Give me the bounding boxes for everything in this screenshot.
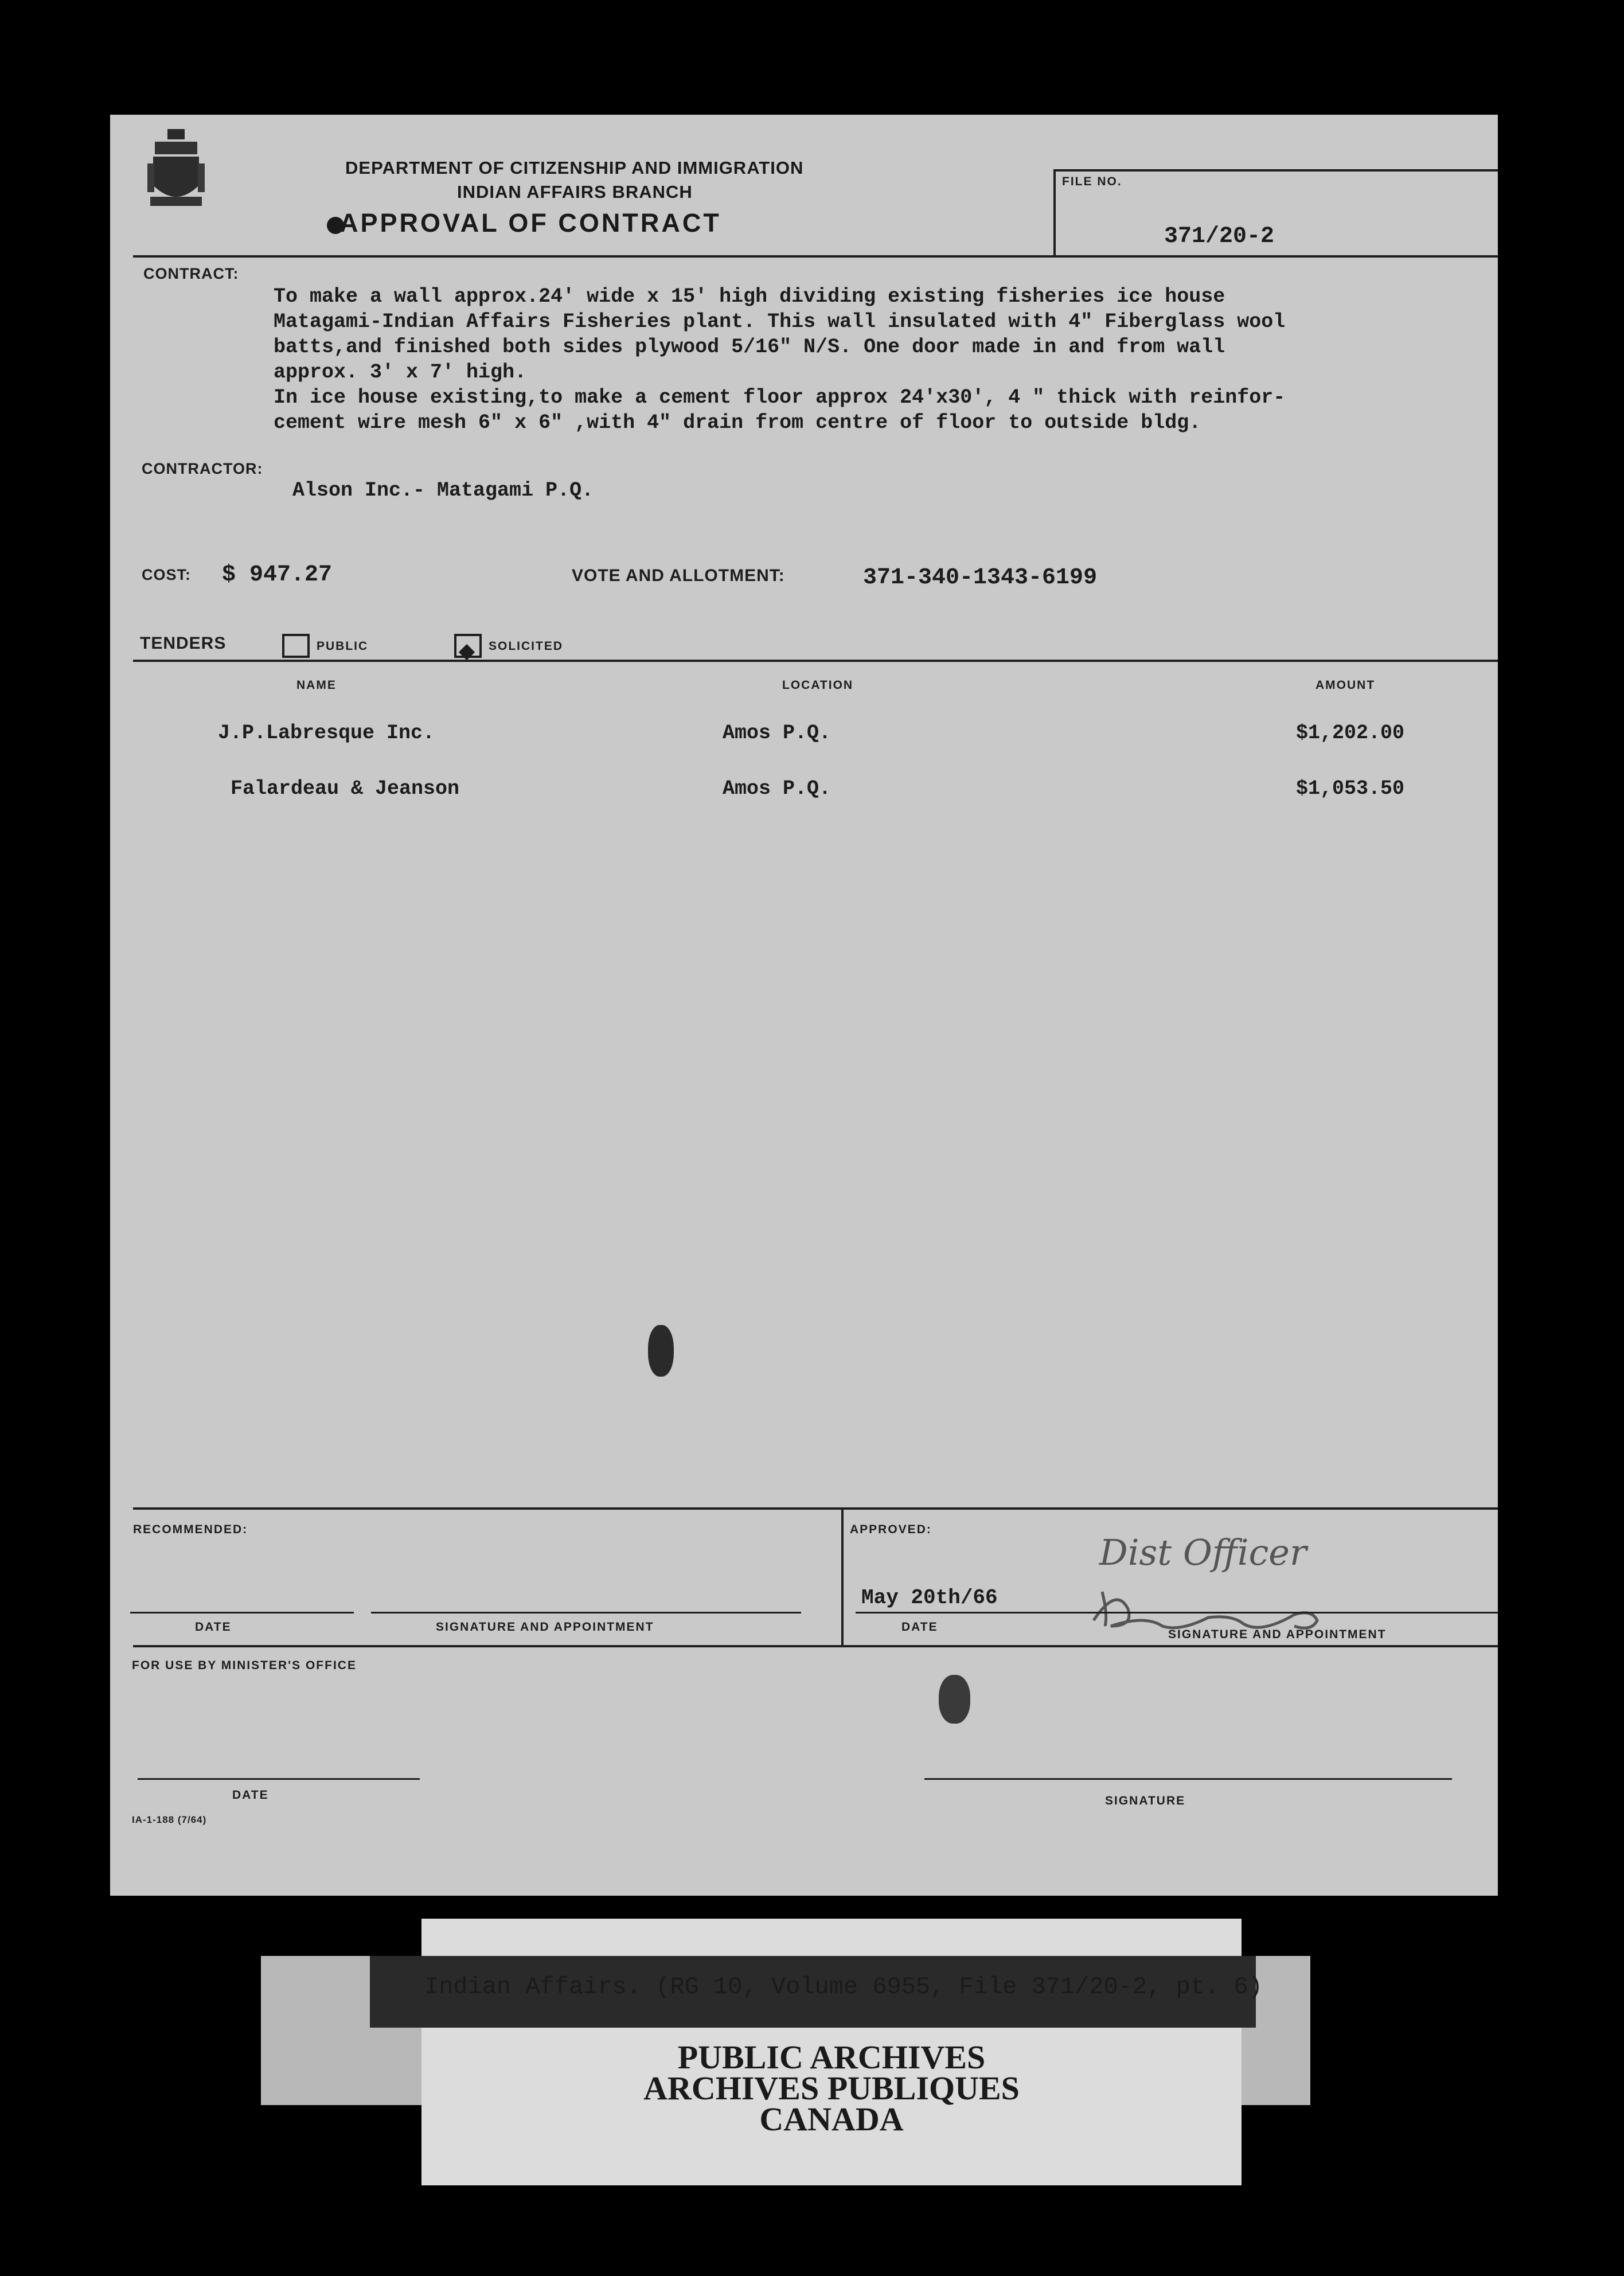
tenders-label: TENDERS bbox=[140, 634, 227, 653]
branch-title: INDIAN AFFAIRS BRANCH bbox=[457, 182, 693, 202]
check-mark-icon bbox=[459, 644, 475, 660]
contract-line: approx. 3' x 7' high. bbox=[274, 361, 527, 384]
column-header-amount: AMOUNT bbox=[1315, 679, 1376, 692]
form-code: IA-1-188 (7/64) bbox=[132, 1814, 207, 1825]
vote-label: VOTE AND ALLOTMENT: bbox=[572, 566, 785, 585]
ink-stain-icon bbox=[648, 1325, 674, 1377]
contract-line: To make a wall approx.24' wide x 15' high dividing existing fisheries ice house bbox=[274, 285, 1225, 308]
solicited-checkbox[interactable] bbox=[454, 634, 482, 658]
signature-appointment-label: SIGNATURE AND APPOINTMENT bbox=[436, 1620, 654, 1634]
archive-stamp-line: PUBLIC ARCHIVES bbox=[677, 2039, 986, 2076]
cost-label: COST: bbox=[142, 566, 191, 583]
department-title: DEPARTMENT OF CITIZENSHIP AND IMMIGRATION bbox=[345, 158, 804, 178]
cost-value: $ 947.27 bbox=[222, 562, 333, 588]
archive-reference: Indian Affairs. (RG 10, Volume 6955, File 371/20-2, pt. 6) bbox=[424, 1973, 1263, 2001]
ministers-signature-label: SIGNATURE bbox=[1105, 1794, 1186, 1807]
contract-line: In ice house existing,to make a cement floor approx 24'x30', 4 " thick with reinfor- bbox=[274, 386, 1286, 409]
contract-description bbox=[274, 284, 1285, 435]
contract-line: Matagami-Indian Affairs Fisheries plant. This wall insulated with 4" Fiberglass wool bbox=[274, 310, 1286, 333]
archive-stamp-line: ARCHIVES PUBLIQUES bbox=[643, 2070, 1020, 2107]
ministers-date-label: DATE bbox=[232, 1788, 269, 1802]
public-label: PUBLIC bbox=[317, 640, 369, 653]
tender-row-2-amount: $1,053.50 bbox=[1296, 777, 1405, 800]
contractor-value: Alson Inc.- Matagami P.Q. bbox=[292, 479, 594, 502]
approved-label: APPROVED: bbox=[850, 1523, 932, 1536]
file-no-value: 371/20-2 bbox=[1164, 224, 1275, 250]
public-checkbox[interactable] bbox=[282, 634, 310, 658]
contract-label: CONTRACT: bbox=[143, 265, 239, 282]
approved-date-value: May 20th/66 bbox=[861, 1586, 998, 1609]
approved-signature-appointment-label: SIGNATURE AND APPOINTMENT bbox=[1168, 1628, 1387, 1641]
coat-of-arms-icon bbox=[145, 129, 208, 209]
vote-value: 371-340-1343-6199 bbox=[863, 565, 1098, 591]
column-header-name: NAME bbox=[296, 679, 337, 692]
archive-stamp-line: CANADA bbox=[759, 2100, 904, 2138]
approved-date-label: DATE bbox=[901, 1620, 938, 1634]
solicited-label: SOLICITED bbox=[489, 640, 564, 653]
contract-form-page bbox=[110, 115, 1498, 1896]
tender-row-2-name: Falardeau & Jeanson bbox=[231, 777, 460, 800]
column-header-location: LOCATION bbox=[782, 679, 854, 692]
tender-row-1-location: Amos P.Q. bbox=[723, 722, 831, 745]
date-label: DATE bbox=[195, 1620, 232, 1634]
contractor-label: CONTRACTOR: bbox=[142, 460, 263, 477]
tender-row-1-name: J.P.Labresque Inc. bbox=[218, 722, 435, 745]
tender-row-1-amount: $1,202.00 bbox=[1296, 722, 1405, 745]
file-no-label: FILE NO. bbox=[1062, 175, 1122, 188]
ink-stain-icon bbox=[939, 1675, 970, 1724]
contract-line: batts,and finished both sides plywood 5/16" N/S. One door made in and from wall bbox=[274, 336, 1225, 358]
ministers-office-label: FOR USE BY MINISTER'S OFFICE bbox=[132, 1659, 357, 1672]
contract-line: cement wire mesh 6" x 6" ,with 4" drain from centre of floor to outside bldg. bbox=[274, 411, 1201, 434]
handwritten-title: Dist Officer bbox=[1099, 1531, 1307, 1573]
archive-stamp bbox=[421, 2039, 1242, 2138]
form-title: APPROVAL OF CONTRACT bbox=[339, 208, 721, 237]
recommended-label: RECOMMENDED: bbox=[133, 1523, 248, 1536]
tender-row-2-location: Amos P.Q. bbox=[723, 777, 831, 800]
